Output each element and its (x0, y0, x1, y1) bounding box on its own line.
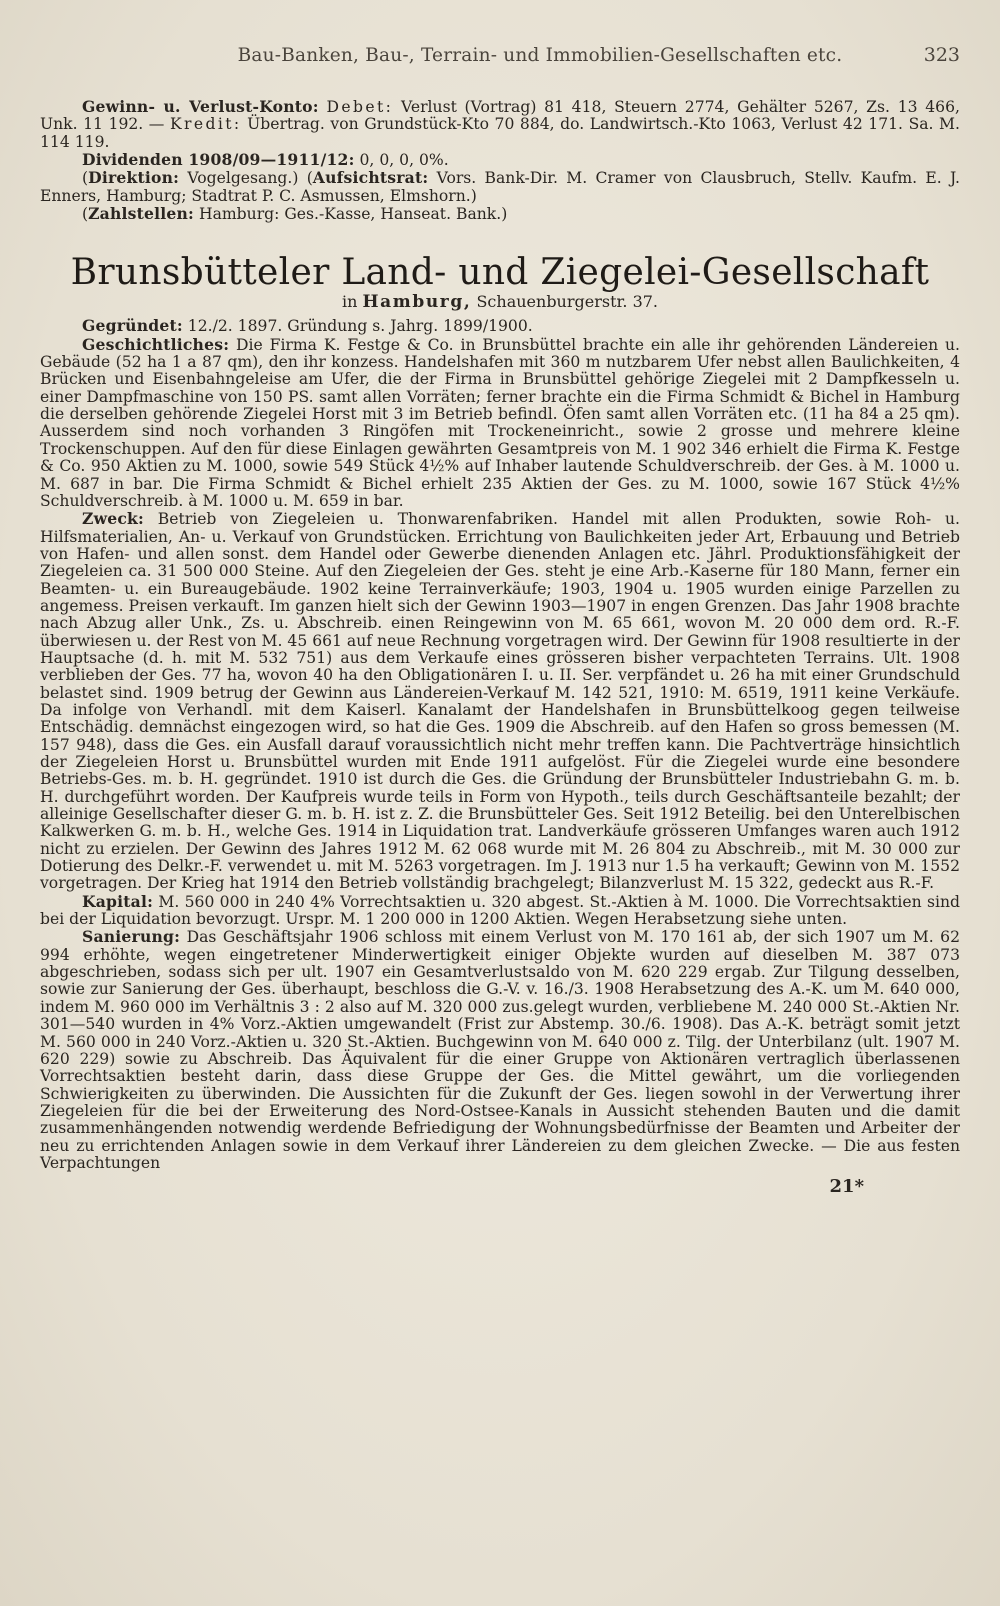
guv-paragraph (40, 98, 960, 151)
kapital-text: M. 560 000 in 240 4% Vorrechtsaktien u. 320 abgest. St.-Aktien à M. 1000. Die Vorrechtsaktien sind bei der Liquidation bevorzugt. Urspr. M. 1 200 000 in 1200 Aktien. Wegen Herabsetzung siehe unten. (40, 892, 960, 929)
running-title: Bau-Banken, Bau-, Terrain- und Immobilien-Gesellschaften etc. (237, 45, 843, 66)
aufsichtsrat-label: Aufsichtsrat: (312, 168, 429, 188)
kredit-label: Kredit: (169, 115, 242, 134)
guv-label: Gewinn- u. Verlust-Konto: (82, 97, 319, 116)
dividenden-paragraph (40, 151, 960, 169)
zweck-paragraph (40, 510, 960, 893)
debet-label: Debet: (326, 98, 394, 116)
zweck-text: Betrieb von Ziegeleien u. Thonwarenfabriken. Handel mit allen Produkten, sowie Roh- u. Hilfsmaterialien, An- u. Verkauf von Grundstücken. Errichtung von Baulichkeiten jeder Art, Erbauung und Betrieb von Hafen- und allen sonst. dem Handel oder Gewerbe dienenden Anlagen etc. Jährl. Produktionsfähigkeit der Ziegeleien ca. 31 500 000 Steine. Auf den Ziegeleien der Ges. steht je eine Arb.-Kaserne für 180 Mann, ferner ein Beamten- u. ein Bureaugebäude. 1902 keine Terrainverkäufe; 1903, 1904 u. 1905 wurden einige Parzellen zu angemess. Preisen verkauft. Im ganzen hielt sich der Gewinn 1903—1907 in engen Grenzen. Das Jahr 1908 brachte nach Abzug aller Unk., Zs. u. Abschreib. einen Reingewinn von M. 65 661, wovon M. 20 000 dem ord. R.-F. überwiesen u. der Rest von M. 45 661 auf neue Rechnung vorgetragen wird. Der Gewinn für 1908 resultierte in der Hauptsache (d. h. mit M. 532 751) aus dem Verkaufe eines grösseren bisher verpachteten Terrains. Ult. 1908 verblieben der Ges. 77 ha, wovon 40 ha den Obligationären I. u. II. Ser. verpfändet u. 26 ha mit einer Grundschuld belastet sind. 1909 betrug der Gewinn aus Ländereien-Verkauf M. 142 521, 1910: M. 6519, 1911 keine Verkäufe. Da infolge von Verhandl. mit dem Kaiserl. Kanalamt der Handelshafen in Brunsbüttelkoog gegen teilweise Entschädig. demnächst eingezogen wird, so hat die Ges. 1909 die Abschreib. auf den Hafen so gross bemessen (M. 157 948), dass die Ges. ein Ausfall darauf voraussichtlich nicht mehr treffen kann. Die Pachtverträge hinsichtlich der Ziegeleien Horst u. Brunsbüttel wurden mit Ende 1911 aufgelöst. Für die Ziegelei wurde eine besondere Betriebs-Ges. m. b. H. gegründet. 1910 ist durch die Ges. die Gründung der Brunsbütteler Industriebahn G. m. b. H. durchgeführt worden. Der Kaufpreis wurde teils in Form von Hypoth., teils durch Geschäftsanteile bezahlt; der alleinige Gesellschafter dieser G. m. b. H. ist z. Z. die Brunsbütteler Ges. Seit 1912 Beteilig. bei den Unterelbischen Kalkwerken G. m. b. H., welche Ges. 1914 in Liquidation trat. Landverkäufe grösseren Umfanges waren auch 1912 nicht zu erzielen. Der Gewinn des Jahres 1912 M. 62 068 wurde mit M. 26 804 zu Abschreib., mit M. 30 000 zur Dotierung des Delkr.-F. verwendet u. mit M. 5263 vorgetragen. Im J. 1913 nur 1.5 ha verkauft; Gewinn von M. 1552 vorgetragen. Der Krieg hat 1914 den Betrieb vollständig brachgelegt; Bilanzverlust M. 15 322, gedeckt aus R.-F. (40, 510, 960, 893)
company-city: Hamburg, (362, 292, 472, 313)
sanierung-label: Sanierung: (82, 927, 181, 947)
geschichtliches-paragraph (40, 336, 960, 510)
gegruendet-text: 12./2. 1897. Gründung s. Jahrg. 1899/1900. (187, 317, 533, 336)
geschichtliches-text: Die Firma K. Festge & Co. in Brunsbüttel brachte ein alle ihr gehörenden Ländereien u. Gebäude (52 ha 1 a 87 qm), den ihr konzess. Handelshafen mit 360 m nutzbarem Ufer nebst allen Baulichkeiten, 4 Brücken und Eisenbahngeleise am Ufer, die der Firma in Brunsbüttel gehörige Ziegelei mit 2 Dampfkesseln u. einer Dampfmaschine von 150 PS. samt allen Vorräten; ferner brachte ein die Firma Schmidt & Bichel in Hamburg die derselben gehörende Ziegelei Horst mit 3 im Betrieb befindl. Öfen samt allen Vorräten etc. (11 ha 84 a 25 qm). Ausserdem sind noch vorhanden 3 Ringöfen mit Trockeneinricht., sowie 2 grosse und mehrere kleine Trockenschuppen. Auf den für diese Einlagen gewährten Gesamtpreis von M. 1 902 346 erhielt die Firma K. Festge & Co. 950 Aktien zu M. 1000, sowie 549 Stück 4½% auf Inhaber lautende Schuldverschreib. der Ges. à M. 1000 u. M. 687 in bar. Die Firma Schmidt & Bichel erhielt 235 Aktien der Ges. zu M. 1000, sowie 167 Stück 4½% Schuldverschreib. à M. 1000 u. M. 659 in bar. (40, 335, 960, 510)
page-number: 323 (923, 44, 960, 66)
geschichtliches-label: Geschichtliches: (82, 334, 230, 354)
direktion-text: Vogelgesang.) (187, 169, 299, 188)
zahlstellen-text: Hamburg: Ges.-Kasse, Hanseat. Bank.) (198, 205, 508, 224)
sanierung-text: Das Geschäftsjahr 1906 schloss mit einem Verlust von M. 170 161 ab, der sich 1907 um M. 62 994 erhöhte, wegen eingetretener Minderwertigkeit einiger Objekte wurden auf dieselben M. 387 073 abgeschrieben, sodass sich per ult. 1907 ein Gesamtverlustsaldo von M. 620 229 ergab. Zur Tilgung desselben, sowie zur Sanierung der Ges. überhaupt, beschloss die G.-V. v. 16./3. 1908 Herabsetzung des A.-K. um M. 640 000, indem M. 960 000 im Verhältnis 3 : 2 also auf M. 320 000 zus.gelegt wurden, verbliebene M. 240 000 St.-Aktien Nr. 301—540 wurden in 4% Vorz.-Aktien umgewandelt (Frist zur Abstemp. 30./6. 1908). Das A.-K. beträgt somit jetzt M. 560 000 in 240 Vorz.-Aktien u. 320 St.-Aktien. Buchgewinn von M. 640 000 z. Tilg. der Unterbilanz (ult. 1907 M. 620 229) sowie zu Abschreib. Das Äquivalent für die einer Gruppe von Aktionären vertraglich überlassenen Vorrechtsaktien besteht darin, dass diese Gruppe der Ges. die Mittel gewährt, um die vorliegenden Schwierigkeiten zu überwinden. Die Aussichten für die Zukunft der Ges. liegen sowohl in der Verwertung ihrer Ziegeleien für die bei der Erweiterung des Nord-Ostsee-Kanals in Aussicht stehenden Bauten und die damit zusammenhängenden notwendig werdende Befriedigung der Wohnungsbedürfnisse der Beamten und Arbeiter der neu zu errichtenden Anlagen sowie in dem Verkauf ihrer Ländereien zu dem gleichen Zwecke. — Die aus festen Verpachtungen (40, 928, 960, 1172)
direktion-label: Direktion: (88, 168, 180, 188)
dividenden-text: 0, 0, 0, 0%. (359, 151, 449, 170)
company-location (40, 293, 960, 311)
aufsichtsrat-text: Vors. Bank-Dir. M. Cramer von Clausbruch, Stellv. Kaufm. E. J. Enners, Hamburg; Stadtrat P. C. Asmussen, Elmshorn.) (40, 169, 960, 205)
zweck-label: Zweck: (82, 509, 144, 529)
company-entry (40, 317, 960, 1172)
sanierung-paragraph (40, 928, 960, 1172)
gegruendet-label: Gegründet: (82, 316, 183, 336)
location-prefix: in (341, 292, 358, 312)
company-address: Schauenburgerstr. 37. (476, 292, 659, 312)
previous-entry (40, 98, 960, 223)
company-title: Brunsbütteler Land- und Ziegelei-Gesellschaft (70, 252, 930, 294)
debet-text: Verlust (Vortrag) 81 418, Steuern 2774, Gehälter 5267, Zs. 13 466, Unk. 11 192. — (40, 98, 960, 134)
signature-mark: 21* (829, 1176, 864, 1198)
running-head (180, 44, 960, 84)
direktion-paragraph: (Direktion: Vogelgesang.) (Aufsichtsrat: Vors. Bank-Dir. M. Cramer von Clausbruch, Stellv. Kaufm. E. J. Enners, Hamburg; Stadtrat P. C. Asmussen, Elmshorn.) (40, 168, 960, 205)
zahlstellen-label: Zahlstellen: (88, 204, 195, 224)
dividenden-label: Dividenden 1908/09—1911/12: (82, 150, 355, 170)
kapital-paragraph (40, 893, 960, 929)
zahlstellen-paragraph: (Zahlstellen: Hamburg: Ges.-Kasse, Hanseat. Bank.) (82, 204, 508, 224)
kapital-label: Kapital: (82, 891, 154, 911)
kredit-text: Übertrag. von Grundstück-Kto 70 884, do. Landwirtsch.-Kto 1063, Verlust 42 171. Sa. M. 114 119. (40, 115, 960, 151)
gegruendet-paragraph (40, 317, 960, 335)
